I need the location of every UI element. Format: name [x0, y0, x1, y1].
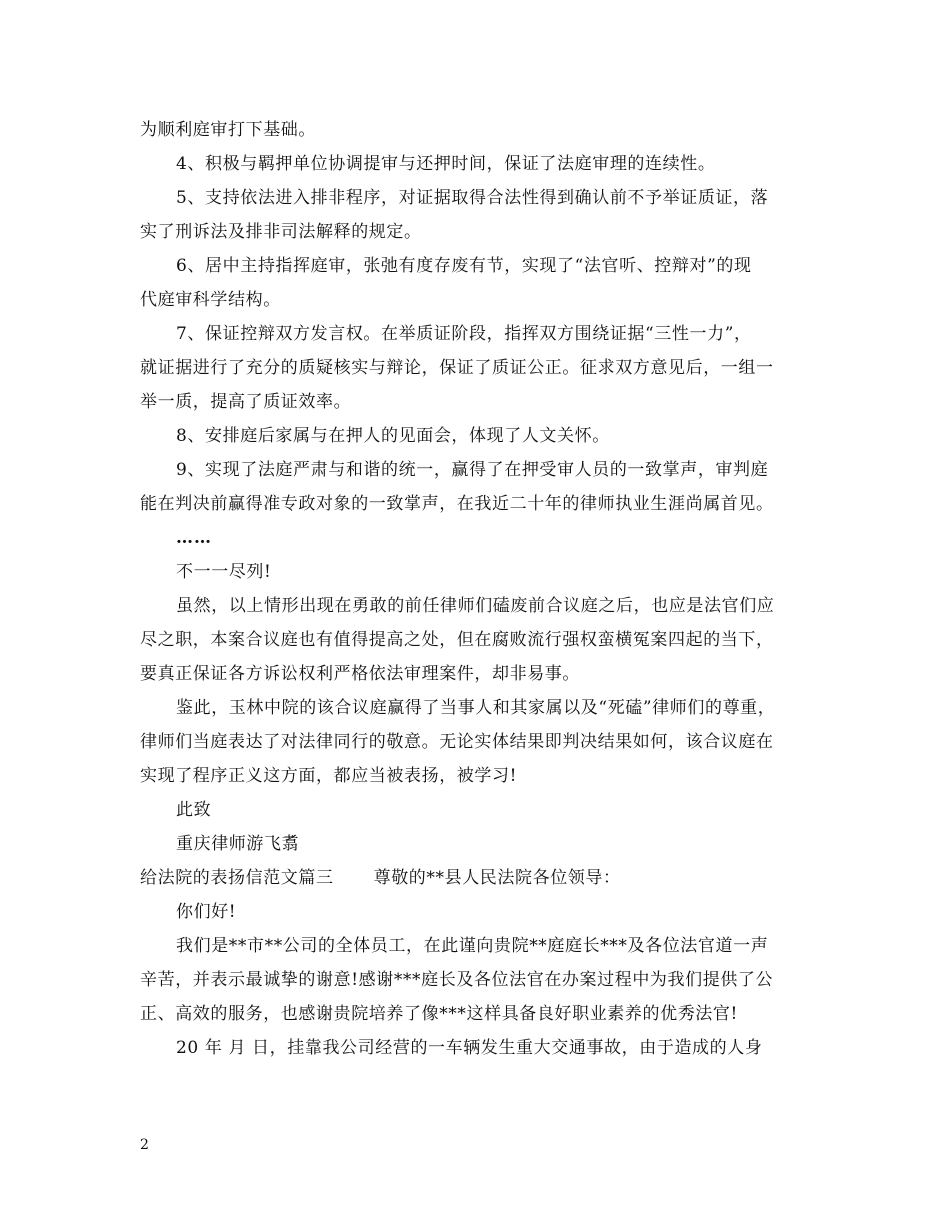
- text-line: 辛苦，并表示最诚挚的谢意!感谢***庭长及各位法官在办案过程中为我们提供了公: [140, 970, 774, 990]
- document-body: [140, 113, 815, 1065]
- text-line: 律师们当庭表达了对法律同行的敬意。无论实体结果即判决结果如何，该合议庭在: [140, 732, 774, 752]
- text-line: 20 年 月 日，挂靠我公司经营的一车辆发生重大交通事故，由于造成的人身: [176, 1038, 763, 1058]
- text-line: 6、居中主持指挥庭审，张弛有度存废有节，实现了“法官听、控辩对”的现: [176, 256, 752, 276]
- signature-line: 重庆律师游飞翥: [176, 834, 300, 854]
- text-line: 代庭审科学结构。: [140, 290, 281, 310]
- section-title: 给法院的表扬信范文篇三: [140, 868, 334, 888]
- text-line: 鉴此，玉林中院的该合议庭赢得了当事人和其家属以及“死磕”律师们的尊重，: [176, 698, 776, 718]
- closing-salutation: 此致: [176, 800, 212, 820]
- text-line: 尽之职，本案合议庭也有值得提高之处，但在腐败流行强权蛮横冤案四起的当下，: [140, 630, 774, 650]
- section-heading-line: [140, 861, 815, 895]
- ellipsis-line: ……: [176, 528, 212, 548]
- page-number: 2: [140, 1137, 149, 1153]
- text-line: 要真正保证各方诉讼权利严格依法审理案件，却非易事。: [140, 664, 580, 684]
- text-line: 5、支持依法进入排非程序，对证据取得合法性得到确认前不予举证质证，落: [176, 188, 769, 208]
- text-line: 4、积极与羁押单位协调提审与还押时间，保证了法庭审理的连续性。: [176, 154, 716, 174]
- text-line: 能在判决前赢得准专政对象的一致掌声，在我近二十年的律师执业生涯尚属首见。: [140, 494, 774, 514]
- text-line: 实现了程序正义这方面，都应当被表扬，被学习!: [140, 766, 518, 786]
- text-line: 7、保证控辩双方发言权。在举质证阶段，指挥双方围绕证据“三性一力”，: [176, 324, 752, 344]
- text-line: 不一一尽列!: [176, 562, 272, 582]
- text-line: 虽然，以上情形出现在勇敢的前任律师们磕废前合议庭之后，也应是法官们应: [176, 596, 775, 616]
- greeting-line: 你们好!: [176, 902, 237, 922]
- text-line: 我们是**市**公司的全体员工，在此谨向贵院**庭庭长***及各位法官道一声: [176, 936, 769, 956]
- text-line: 9、实现了法庭严肃与和谐的统一，赢得了在押受审人员的一致掌声，审判庭: [176, 460, 769, 480]
- text-line: 就证据进行了充分的质疑核实与辩论，保证了质证公正。征求双方意见后，一组一: [140, 358, 774, 378]
- text-line: 举一质，提高了质证效率。: [140, 392, 352, 412]
- text-line: 8、安排庭后家属与在押人的见面会，体现了人文关怀。: [176, 426, 610, 446]
- letter-salutation: 尊敬的**县人民法院各位领导：: [373, 868, 621, 888]
- text-line: 为顺利庭审打下基础。: [140, 120, 316, 140]
- text-line: 正、高效的服务，也感谢贵院培养了像***这样具备良好职业素养的优秀法官!: [140, 1004, 738, 1024]
- text-line: 实了刑诉法及排非司法解释的规定。: [140, 222, 422, 242]
